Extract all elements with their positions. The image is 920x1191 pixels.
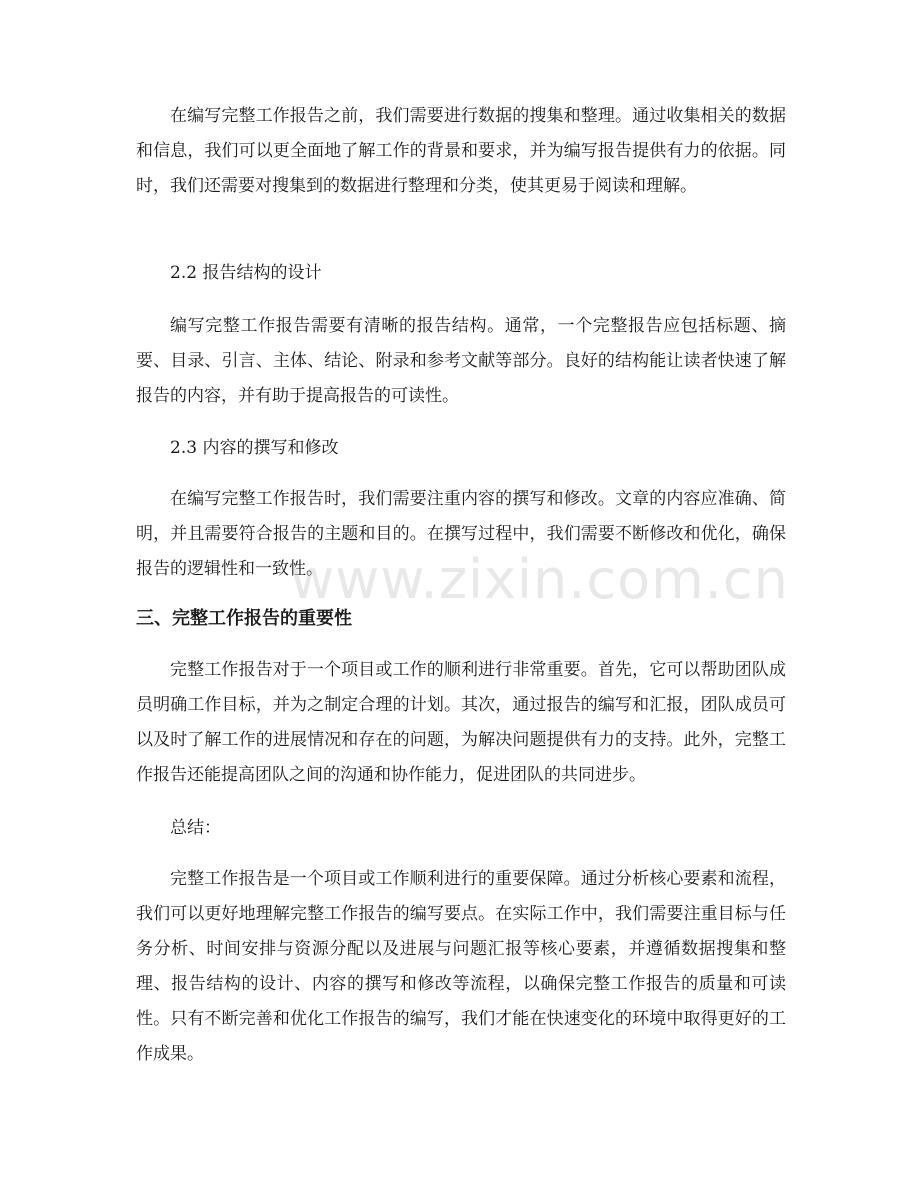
watermark-text: www.zixin.com.cn (290, 548, 789, 611)
paragraph-importance: 完整工作报告对于一个项目或工作的顺利进行非常重要。首先，它可以帮助团队成员明确工作目标，并为之制定合理的计划。其次，通过报告的编写和汇报，团队成员可以及时了解工作的进展情况和存在的问题，为解决问题提供有力的支持。此外，完整工作报告还能提高团队之间的沟通和协作能力，促进团队的共同进步。 (136, 660, 786, 785)
heading-2-2: 2.2 报告结构的设计 (170, 263, 322, 283)
heading-2-3: 2.3 内容的撰写和修改 (170, 438, 339, 458)
paragraph-summary: 完整工作报告是一个项目或工作顺利进行的重要保障。通过分析核心要素和流程，我们可以更好地理解完整工作报告的编写要点。在实际工作中，我们需要注重目标与任务分析、时间安排与资源分配以及进展与问题汇报等核心要素，并遵循数据搜集和整理、报告结构的设计、内容的撰写和修改等流程，以确保完整工作报告的质量和可读性。只有不断完善和优化工作报告的编写，我们才能在快速变化的环境中取得更好的工作成果。 (136, 869, 786, 1064)
section-3-heading: 三、完整工作报告的重要性 (136, 608, 352, 629)
paragraph-writing-revision: 在编写完整工作报告时，我们需要注重内容的撰写和修改。文章的内容应准确、简明，并且需要符合报告的主题和目的。在撰写过程中，我们需要不断修改和优化，确保报告的逻辑性和一致性。 (136, 489, 786, 579)
paragraph-report-structure: 编写完整工作报告需要有清晰的报告结构。通常，一个完整报告应包括标题、摘要、目录、引言、主体、结论、附录和参考文献等部分。良好的结构能让读者快速了解报告的内容，并有助于提高报告的可读性。 (136, 316, 786, 406)
paragraph-data-collection: 在编写完整工作报告之前，我们需要进行数据的搜集和整理。通过收集相关的数据和信息，我们可以更全面地了解工作的背景和要求，并为编写报告提供有力的依据。同时，我们还需要对搜集到的数据进行整理和分类，使其更易于阅读和理解。 (136, 106, 786, 196)
summary-label: 总结： (170, 818, 221, 838)
